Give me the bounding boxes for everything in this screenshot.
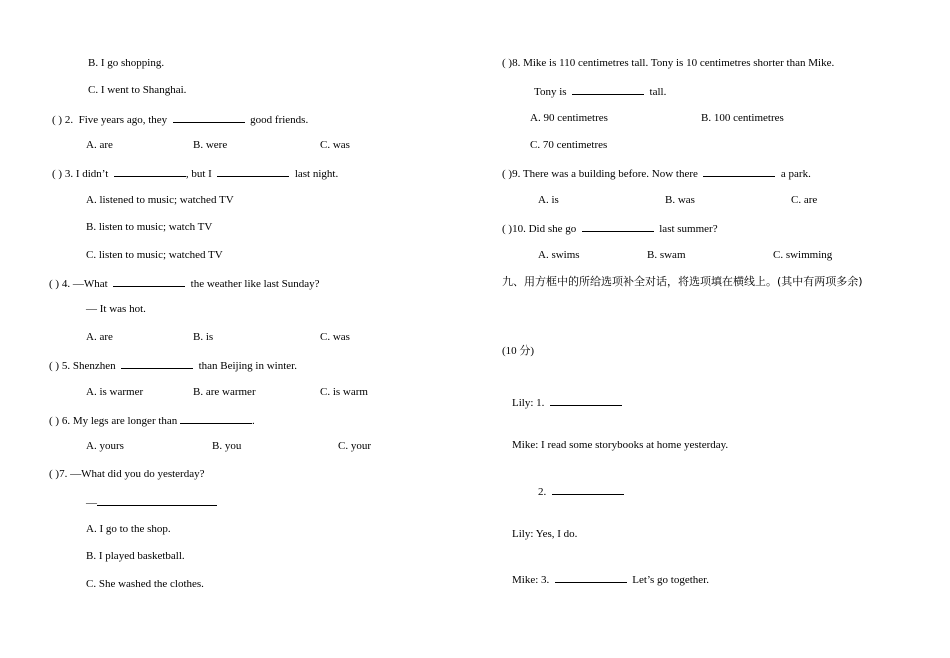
q10-blank[interactable] — [582, 220, 654, 232]
dialogue-line-2: Mike: I read some storybooks at home yesterday. — [512, 439, 729, 451]
q2-stem-pre: Five years ago, they — [78, 114, 168, 126]
q4-stem-pre: —What — [72, 278, 108, 290]
q7-blank[interactable] — [97, 494, 217, 506]
q3-stem-post: last night. — [294, 168, 339, 180]
q4-option-a: A. are — [86, 331, 113, 343]
dialogue-line3-num: 2. — [538, 486, 547, 498]
q10-option-c: C. swimming — [773, 249, 833, 261]
q6-stem-pre: My legs are longer than — [72, 415, 178, 427]
q5-paren: ( ) 5. — [49, 360, 71, 372]
q3-option-c: C. listen to music; watched TV — [86, 249, 223, 261]
dialogue-blank-2[interactable] — [552, 483, 624, 495]
q5-option-a: A. is warmer — [86, 386, 144, 398]
q8-option-b: B. 100 centimetres — [701, 112, 784, 124]
q6-paren: ( ) 6. — [49, 415, 71, 427]
q7-stem-text: —What did you do yesterday? — [70, 468, 205, 480]
q3-option-b: B. listen to music; watch TV — [86, 221, 213, 233]
q4-blank[interactable] — [113, 275, 185, 287]
q6-blank[interactable] — [180, 412, 252, 424]
q10-option-b: B. swam — [647, 249, 686, 261]
dialogue-line1-speaker: Lily: 1. — [512, 397, 545, 409]
q2-paren: ( ) 2. — [52, 114, 74, 126]
section9-title: 九、用方框中的所给选项补全对话，将选项填在横线上。(其中有两项多余) — [502, 275, 863, 288]
q7-option-b: B. I played basketball. — [86, 550, 185, 562]
q5-option-c: C. is warm — [320, 386, 368, 398]
q2-blank[interactable] — [173, 111, 245, 123]
q4-answer: — It was hot. — [86, 303, 146, 315]
q2-option-c: C. was — [320, 139, 350, 151]
q2-option-b: B. were — [193, 139, 228, 151]
q1-option-b: B. I go shopping. — [88, 57, 165, 69]
q1-option-c: C. I went to Shanghai. — [88, 84, 187, 96]
q7-answer-line — [86, 494, 217, 510]
q10-stem-pre: Did she go — [528, 223, 577, 235]
q2-option-a: A. are — [86, 139, 113, 151]
q3-stem-pre: I didn’t — [75, 168, 109, 180]
q6-option-a: A. yours — [86, 440, 124, 452]
dialogue-line-4: Lily: Yes, I do. — [512, 528, 578, 540]
q8-stem2-post: tall. — [649, 86, 667, 98]
dialogue-line5-speaker: Mike: 3. — [512, 574, 550, 586]
q8-blank[interactable] — [572, 83, 644, 95]
q3-option-a: A. listened to music; watched TV — [86, 194, 234, 206]
q10-stem-post: last summer? — [659, 223, 718, 235]
section9-score: (10 分) — [502, 345, 535, 357]
q9-stem — [502, 165, 811, 181]
dialogue-blank-1[interactable] — [550, 394, 622, 406]
q5-option-b: B. are warmer — [193, 386, 256, 398]
q2-stem — [52, 111, 308, 127]
q9-option-b: B. was — [665, 194, 695, 206]
q5-stem-pre: Shenzhen — [72, 360, 116, 372]
dialogue-blank-3[interactable] — [555, 571, 627, 583]
q7-dash: — — [86, 497, 97, 509]
q9-option-a: A. is — [538, 194, 559, 206]
q5-stem-post: than Beijing in winter. — [198, 360, 297, 372]
q3-paren: ( ) 3. — [52, 168, 74, 180]
q7-paren: ( )7. — [49, 468, 68, 480]
q3-stem — [52, 165, 338, 181]
q7-option-a: A. I go to the shop. — [86, 523, 171, 535]
q8-paren: ( )8. — [502, 57, 521, 69]
q7-stem — [49, 467, 204, 481]
q9-stem-pre: There was a building before. Now there — [522, 168, 698, 180]
q7-option-c: C. She washed the clothes. — [86, 578, 204, 590]
q6-stem — [49, 412, 255, 428]
q4-stem-post: the weather like last Sunday? — [190, 278, 320, 290]
dialogue-line-5 — [512, 571, 709, 587]
q5-stem — [49, 357, 297, 373]
q4-option-c: C. was — [320, 331, 350, 343]
q3-blank-2[interactable] — [217, 165, 289, 177]
q6-stem-post: . — [252, 415, 255, 427]
q8-stem2-pre: Tony is — [534, 86, 567, 98]
q3-blank-1[interactable] — [114, 165, 186, 177]
q10-paren: ( )10. — [502, 223, 526, 235]
q10-stem — [502, 220, 718, 236]
q6-option-c: C. your — [338, 440, 371, 452]
q6-option-b: B. you — [212, 440, 242, 452]
q9-option-c: C. are — [791, 194, 818, 206]
q8-option-a: A. 90 centimetres — [530, 112, 608, 124]
q4-stem — [49, 275, 320, 291]
q8-option-c: C. 70 centimetres — [530, 139, 608, 151]
q4-option-b: B. is — [193, 331, 214, 343]
dialogue-line-1 — [512, 394, 622, 410]
q9-blank[interactable] — [703, 165, 775, 177]
q4-paren: ( ) 4. — [49, 278, 71, 290]
q9-paren: ( )9. — [502, 168, 521, 180]
q3-stem-mid: , but I — [185, 168, 212, 180]
q8-stem — [502, 56, 834, 70]
q2-stem-post: good friends. — [250, 114, 309, 126]
dialogue-line5-post: Let’s go together. — [632, 574, 709, 586]
dialogue-line-3 — [538, 483, 624, 499]
q8-stem-text: Mike is 110 centimetres tall. Tony is 10 centimetres shorter than Mike. — [523, 57, 835, 69]
q10-option-a: A. swims — [538, 249, 580, 261]
q8-stem-2 — [534, 83, 666, 99]
q9-stem-post: a park. — [780, 168, 811, 180]
q5-blank[interactable] — [121, 357, 193, 369]
